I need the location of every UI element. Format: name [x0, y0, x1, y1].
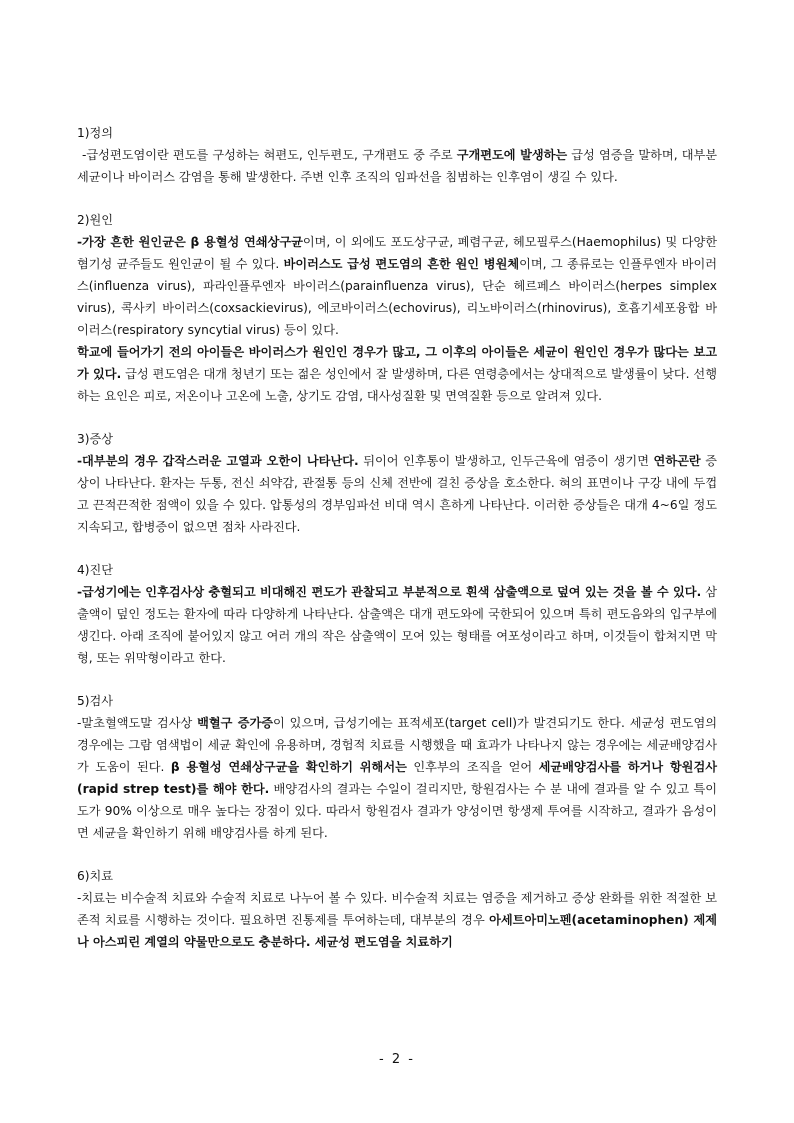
section-heading: 6)치료 [77, 869, 114, 883]
section-heading: 3)증상 [77, 432, 114, 446]
bold-text: -급성기에는 인후검사상 충혈되고 비대해진 편도가 관찰되고 부분적으로 흰색 삼출액으로 덮여 있는 것을 볼 수 있다. [77, 585, 702, 599]
section-heading: 2)원인 [77, 213, 114, 227]
bold-text: 학교에 들어가기 전의 아이들은 바이러스가 원인인 경우가 많고, 그 이후의 아이들은 세균이 원인인 경우가 많다는 보고가 있다. [77, 345, 717, 381]
text-run: 인후부의 조직을 얻어 [406, 760, 539, 774]
bold-text: -가장 흔한 원인균은 β 용혈성 연쇄상구균 [77, 235, 303, 249]
page-number: - 2 - [379, 1052, 415, 1067]
bold-text: 백혈구 증가증 [197, 716, 274, 730]
text-run: 이 있으며, 급성기에는 표적세포(target cell)가 발견되기도 한다. 세균성 편도염의 경우에는 그람 염색법이 세균 확인에 유용하며, 경험적 치료를 시행했을 때 효과가 나타나지 않는 경우에는 세균배양검사가 도움이 된다. [77, 716, 717, 774]
section [77, 122, 717, 188]
text-run: 증상이 나타난다. 환자는 두통, 전신 쇠약감, 관절통 등의 신체 전반에 걸친 증상을 호소한다. 혀의 표면이나 구강 내에 두껍고 끈적끈적한 점액이 있을 수 있다. 압통성의 경부임파선 비대 역시 흔하게 나타난다. 이러한 증상들은 대개 4~6일 정도 지속되고, 합병증이 없으면 점차 사라진다. [77, 454, 717, 534]
section [77, 559, 717, 669]
paragraph [77, 144, 717, 188]
text-run: 급성 염증을 말하며, 대부분 세균이나 바이러스 감염을 통해 발생한다. 주변 인후 조직의 임파선을 침범하는 인후염이 생길 수 있다. [77, 148, 718, 184]
bold-text: β 용혈성 연쇄상구균을 확인하기 위해서는 [170, 760, 407, 774]
paragraph [77, 581, 717, 669]
text-run: 이며, 이 외에도 포도상구균, 폐렴구균, 헤모필루스(Haemophilus) 및 다양한 혐기성 균주들도 원인균이 될 수 있다. [77, 235, 717, 271]
section [77, 865, 717, 953]
section [77, 209, 717, 407]
text-run: -치료는 비수술적 치료와 수술적 치료로 나누어 볼 수 있다. 비수술적 치료는 염증을 제거하고 증상 완화를 위한 적절한 보존적 치료를 시행하는 것이다. 필요하면 진통제를 투여하는데, 대부분의 경우 [77, 891, 717, 927]
bold-text: 구개편도에 발생하는 [456, 148, 568, 162]
text-run: -급성편도염이란 편도를 구성하는 혀편도, 인두편도, 구개편도 중 주로 [82, 148, 457, 162]
paragraph [77, 341, 717, 407]
text-run: 급성 편도염은 대개 청년기 또는 젊은 성인에서 잘 발생하며, 다른 연령층에서는 상대적으로 발생률이 낮다. 선행하는 요인은 피로, 저온이나 고온에 노출, 상기도 감염, 대사성질환 및 면역질환 등으로 알려져 있다. [77, 367, 717, 403]
bold-text: 아세트아미노펜(acetaminophen) 제제나 아스피린 계열의 약물만으로도 충분하다. 세균성 편도염을 치료하기 [77, 913, 717, 949]
text-run: 배양검사의 결과는 수일이 걸리지만, 항원검사는 수 분 내에 결과를 알 수 있고 특이도가 90% 이상으로 매우 높다는 장점이 있다. 따라서 항원검사 결과가 양성이면 항생제 투여를 시작하고, 결과가 음성이면 세균을 확인하기 위해 배양검사를 하게 된다. [77, 782, 717, 840]
section [77, 690, 717, 844]
text-run: 뒤이어 인후통이 발생하고, 인두근육에 염증이 생기면 [358, 454, 654, 468]
bold-text: 세균배양검사를 하거나 항원검사(rapid strep test)를 해야 한다. [77, 760, 718, 796]
paragraph [77, 712, 717, 844]
bold-text: 연하곤란 [653, 454, 701, 468]
section-heading: 4)진단 [77, 563, 114, 577]
paragraph [77, 231, 717, 341]
bold-text: -대부분의 경우 갑작스러운 고열과 오한이 나타난다. [77, 454, 359, 468]
paragraph [77, 887, 717, 953]
section-heading: 5)검사 [77, 694, 114, 708]
text-run: -말초혈액도말 검사상 [77, 716, 198, 730]
document-body [77, 122, 717, 974]
text-run: 삼출액이 덮인 정도는 환자에 따라 다양하게 나타난다. 삼출액은 대개 편도와에 국한되어 있으며 특히 편도음와의 입구부에 생긴다. 아래 조직에 붙어있지 않고 여러 개의 작은 삼출액이 모여 있는 형태를 여포성이라고 하며, 이것들이 합쳐지면 막형, 또는 위막형이라고 한다. [77, 585, 717, 665]
section-heading: 1)정의 [77, 126, 114, 140]
text-run: 이며, 그 종류로는 인플루엔자 바이러스(influenza virus), 파라인플루엔자 바이러스(parainfluenza virus), 단순 헤르페스 바이러스(herpes simplex virus), 콕사키 바이러스(coxsackievirus), 에코바이러스(echovirus), 리노바이러스(rhinovirus), 호흡기세포융합 바이러스(respiratory syncytial virus) 등이 있다. [77, 257, 718, 337]
paragraph [77, 450, 717, 538]
section [77, 428, 717, 538]
bold-text: 바이러스도 급성 편도염의 흔한 원인 병원체 [283, 257, 520, 271]
